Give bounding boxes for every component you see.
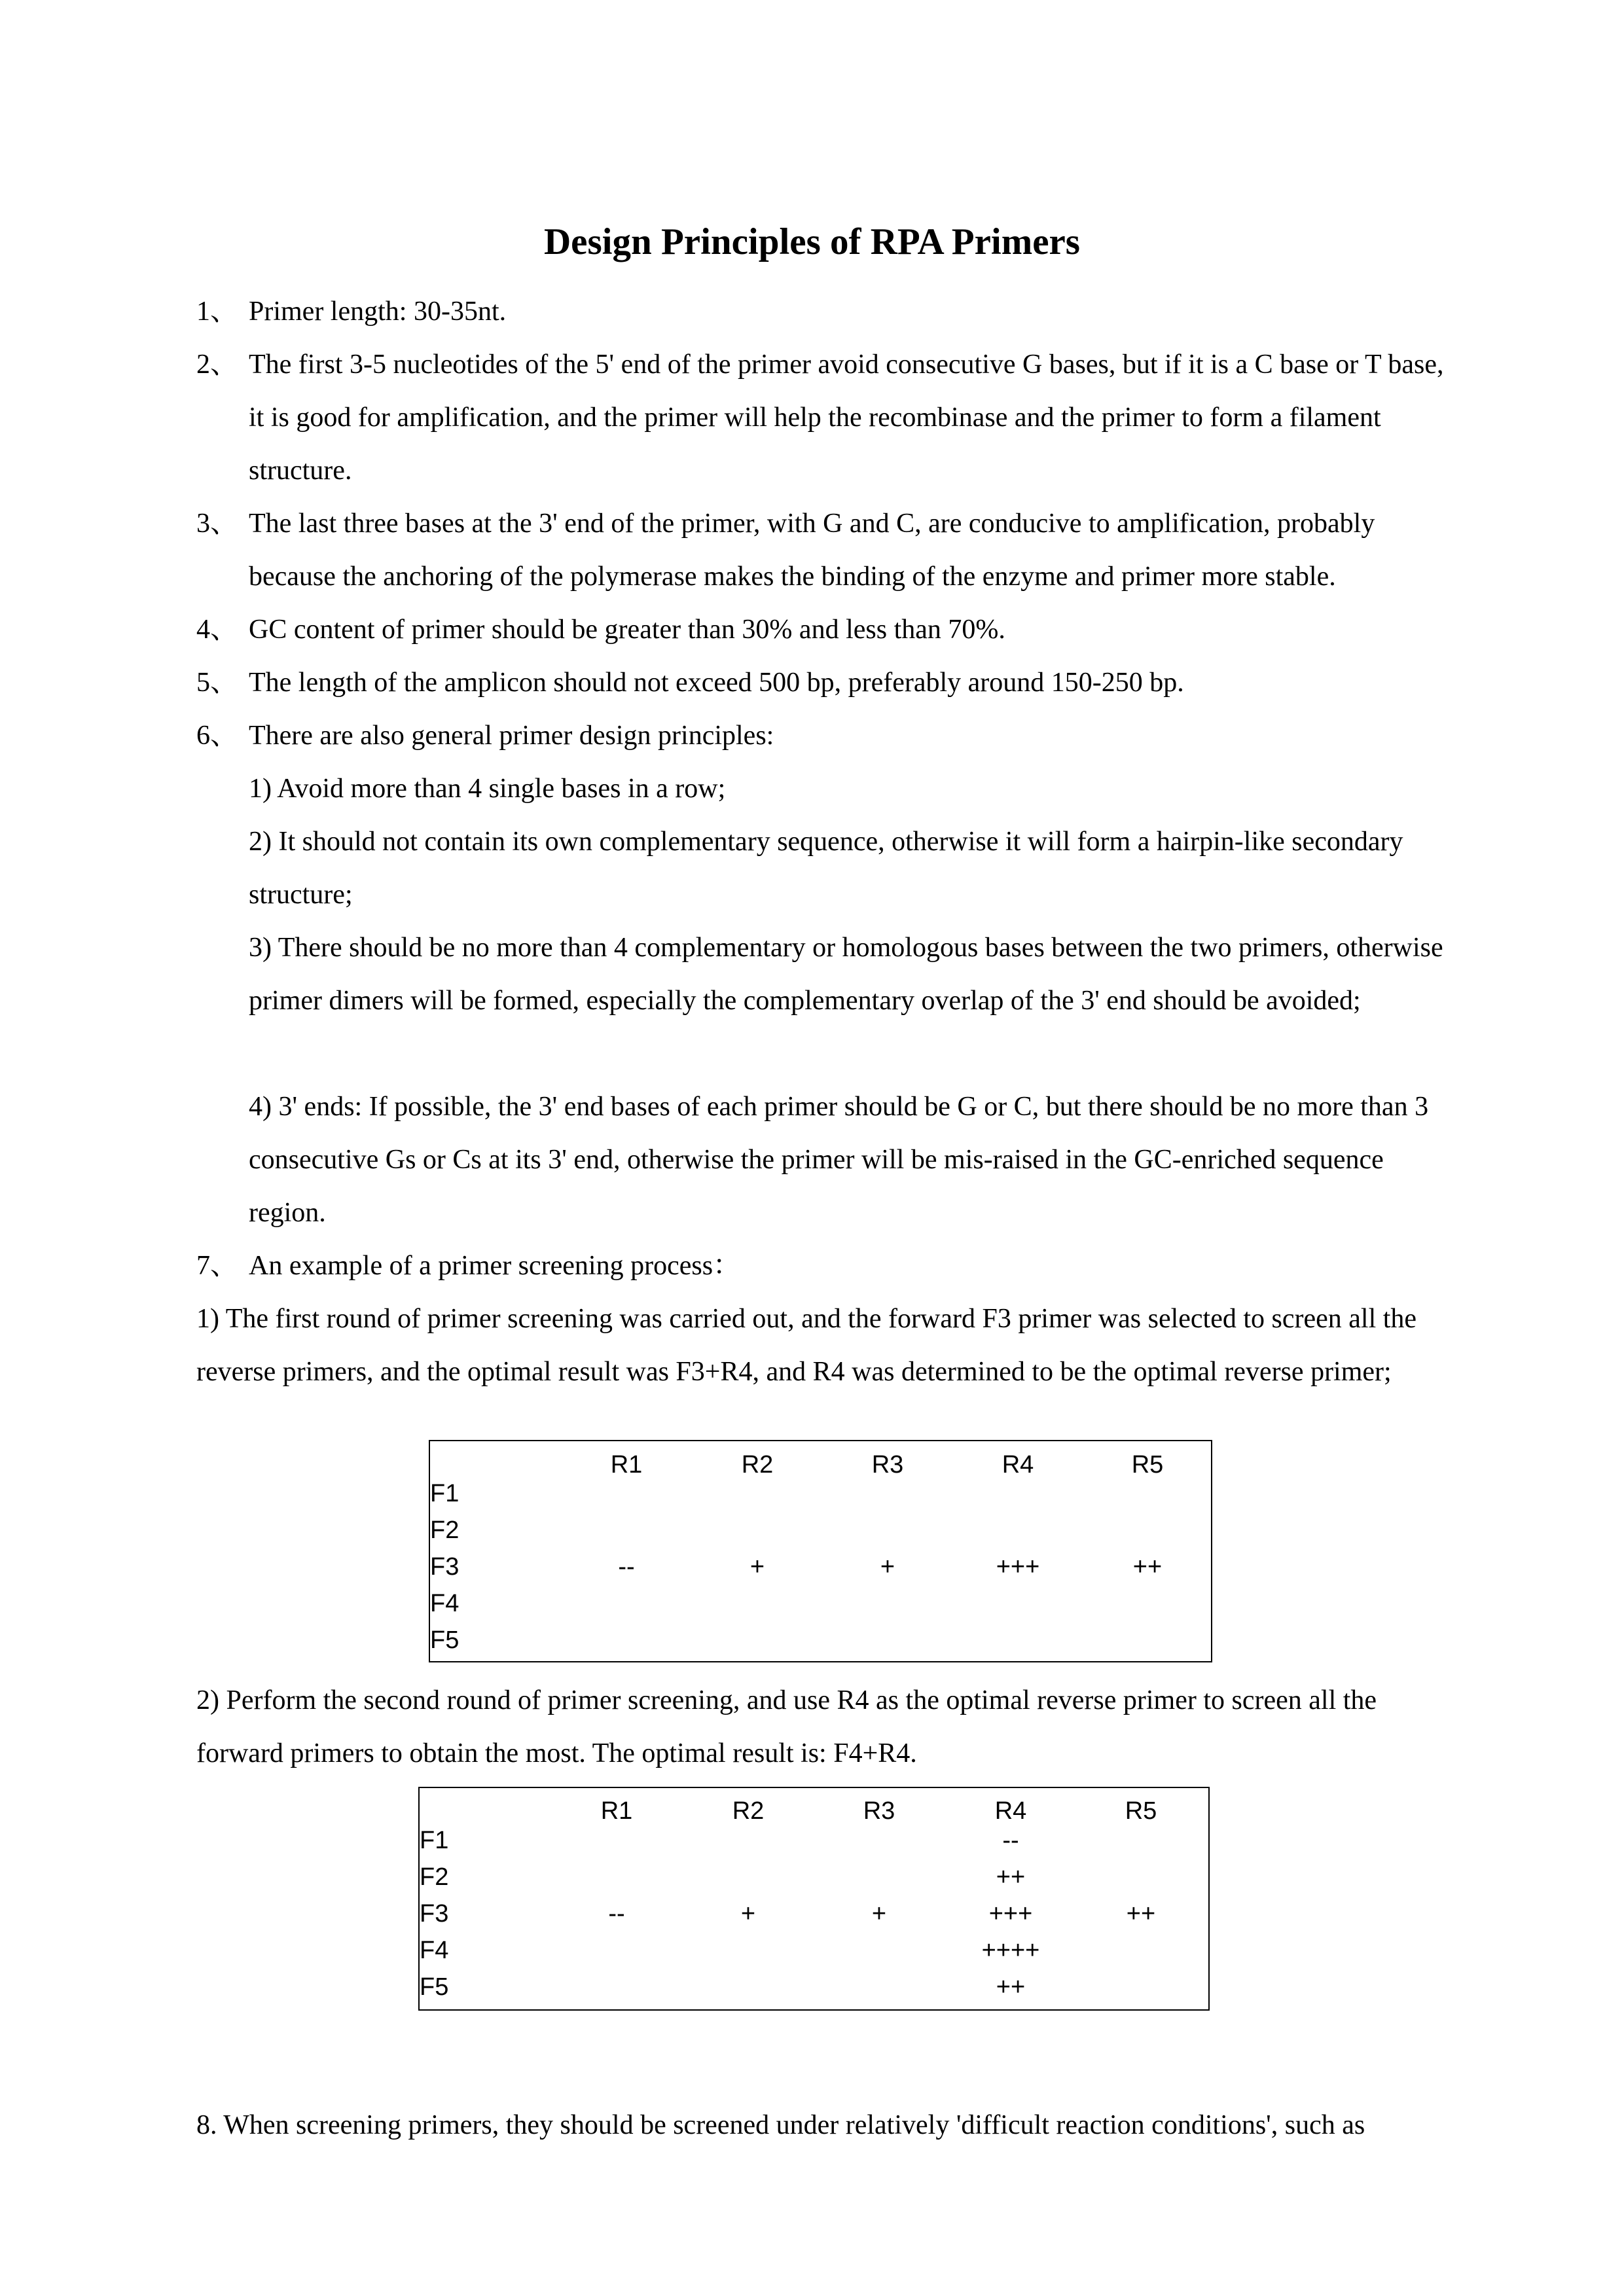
column-header-r3: R3	[871, 1451, 904, 1479]
item-number: 2、	[196, 350, 238, 380]
row-label-f5: F5	[420, 1973, 449, 2001]
item-number: 1、	[196, 296, 238, 327]
row-label-f1: F1	[430, 1480, 460, 1507]
column-header-r5: R5	[1125, 1797, 1157, 1825]
sub-item-1: 1) Avoid more than 4 single bases in a row;	[249, 774, 726, 804]
item-number: 6、	[196, 721, 238, 751]
list-item-3	[196, 497, 1453, 603]
list-item-4	[196, 603, 1453, 656]
list-item-6	[196, 709, 1453, 762]
table-cell-f3-r1: --	[608, 1900, 625, 1928]
table-cell-f3-r1: --	[618, 1553, 635, 1581]
row-label-f2: F2	[430, 1516, 460, 1544]
table-cell-f2-r4: ++	[996, 1863, 1026, 1891]
item-text: The first 3-5 nucleotides of the 5' end of the primer avoid consecutive G bases, but if it is a C base or T base, it is good for amplification, and the primer will help the recombinase and the primer to form a filament structure.	[249, 350, 1444, 486]
screening-step-1: 1) The first round of primer screening was carried out, and the forward F3 primer was selected to screen all the reverse primers, and the optimal result was F3+R4, and R4 was determined to be the optimal reverse primer;	[196, 1304, 1417, 1387]
item-number: 4、	[196, 615, 238, 645]
column-header-r5: R5	[1131, 1451, 1164, 1479]
list-item-1	[196, 285, 1453, 338]
row-label-f4: F4	[420, 1937, 449, 1964]
sub-item-4: 4) 3' ends: If possible, the 3' end bases of each primer should be G or C, but there should be no more than 3 consecutive Gs or Cs at its 3' end, otherwise the primer will be mis-raised in the GC-enriched sequence region.	[249, 1092, 1429, 1228]
item-text: Primer length: 30-35nt.	[249, 296, 507, 327]
item-text: The last three bases at the 3' end of the primer, with G and C, are conducive to amplification, probably because the anchoring of the polymerase makes the binding of the enzyme and primer more stable.	[249, 509, 1375, 592]
table-cell-f3-r2: +	[740, 1900, 756, 1928]
item-8-text: 8. When screening primers, they should be screened under relatively 'difficult reaction conditions', such as	[196, 2110, 1365, 2140]
row-label-f3: F3	[430, 1553, 460, 1581]
row-label-f3: F3	[420, 1900, 449, 1928]
screening-step-2: 2) Perform the second round of primer screening, and use R4 as the optimal reverse primer to screen all the forward primers to obtain the most. The optimal result is: F4+R4.	[196, 1685, 1377, 1768]
item-text: GC content of primer should be greater than 30% and less than 70%.	[249, 615, 1005, 645]
item-text: An example of a primer screening process：	[249, 1251, 741, 1281]
table-cell-f5-r4: ++	[996, 1973, 1026, 2001]
column-header-r1: R1	[610, 1451, 643, 1479]
column-header-r2: R2	[732, 1797, 765, 1825]
table-cell-f1-r4: --	[1002, 1827, 1019, 1854]
item-text: The length of the amplicon should not exceed 500 bp, preferably around 150-250 bp.	[249, 668, 1184, 698]
table-cell-f3-r2: +	[749, 1553, 765, 1581]
list-item-2	[196, 338, 1453, 497]
item-number: 3、	[196, 509, 238, 539]
column-header-r4: R4	[994, 1797, 1027, 1825]
table-cell-f3-r3: +	[880, 1553, 895, 1581]
row-label-f4: F4	[430, 1590, 460, 1617]
item-text: There are also general primer design principles:	[249, 721, 774, 751]
table-cell-f3-r5: ++	[1126, 1900, 1156, 1928]
table-cell-f3-r4: +++	[988, 1900, 1033, 1928]
table-cell-f3-r3: +	[871, 1900, 887, 1928]
column-header-r2: R2	[741, 1451, 774, 1479]
row-label-f2: F2	[420, 1863, 449, 1891]
page-title: Design Principles of RPA Primers	[544, 221, 1080, 262]
screening-table-2	[418, 1787, 1210, 2011]
list-item-7	[196, 1240, 1453, 1293]
sub-item-2: 2) It should not contain its own complementary sequence, otherwise it will form a hairpin-like secondary structure;	[249, 827, 1403, 910]
screening-table-1	[429, 1440, 1212, 1662]
item-number: 5、	[196, 668, 238, 698]
item-number: 7、	[196, 1251, 238, 1281]
table-cell-f3-r4: +++	[996, 1553, 1040, 1581]
column-header-r1: R1	[600, 1797, 633, 1825]
row-label-f1: F1	[420, 1827, 449, 1854]
table-cell-f4-r4: ++++	[981, 1937, 1040, 1964]
column-header-r4: R4	[1001, 1451, 1034, 1479]
table-cell-f3-r5: ++	[1132, 1553, 1163, 1581]
sub-item-3: 3) There should be no more than 4 complementary or homologous bases between the two primers, otherwise primer dimers will be formed, especially the complementary overlap of the 3' end should be avoided;	[249, 933, 1443, 1016]
row-label-f5: F5	[430, 1626, 460, 1654]
column-header-r3: R3	[863, 1797, 895, 1825]
list-item-5	[196, 656, 1453, 709]
